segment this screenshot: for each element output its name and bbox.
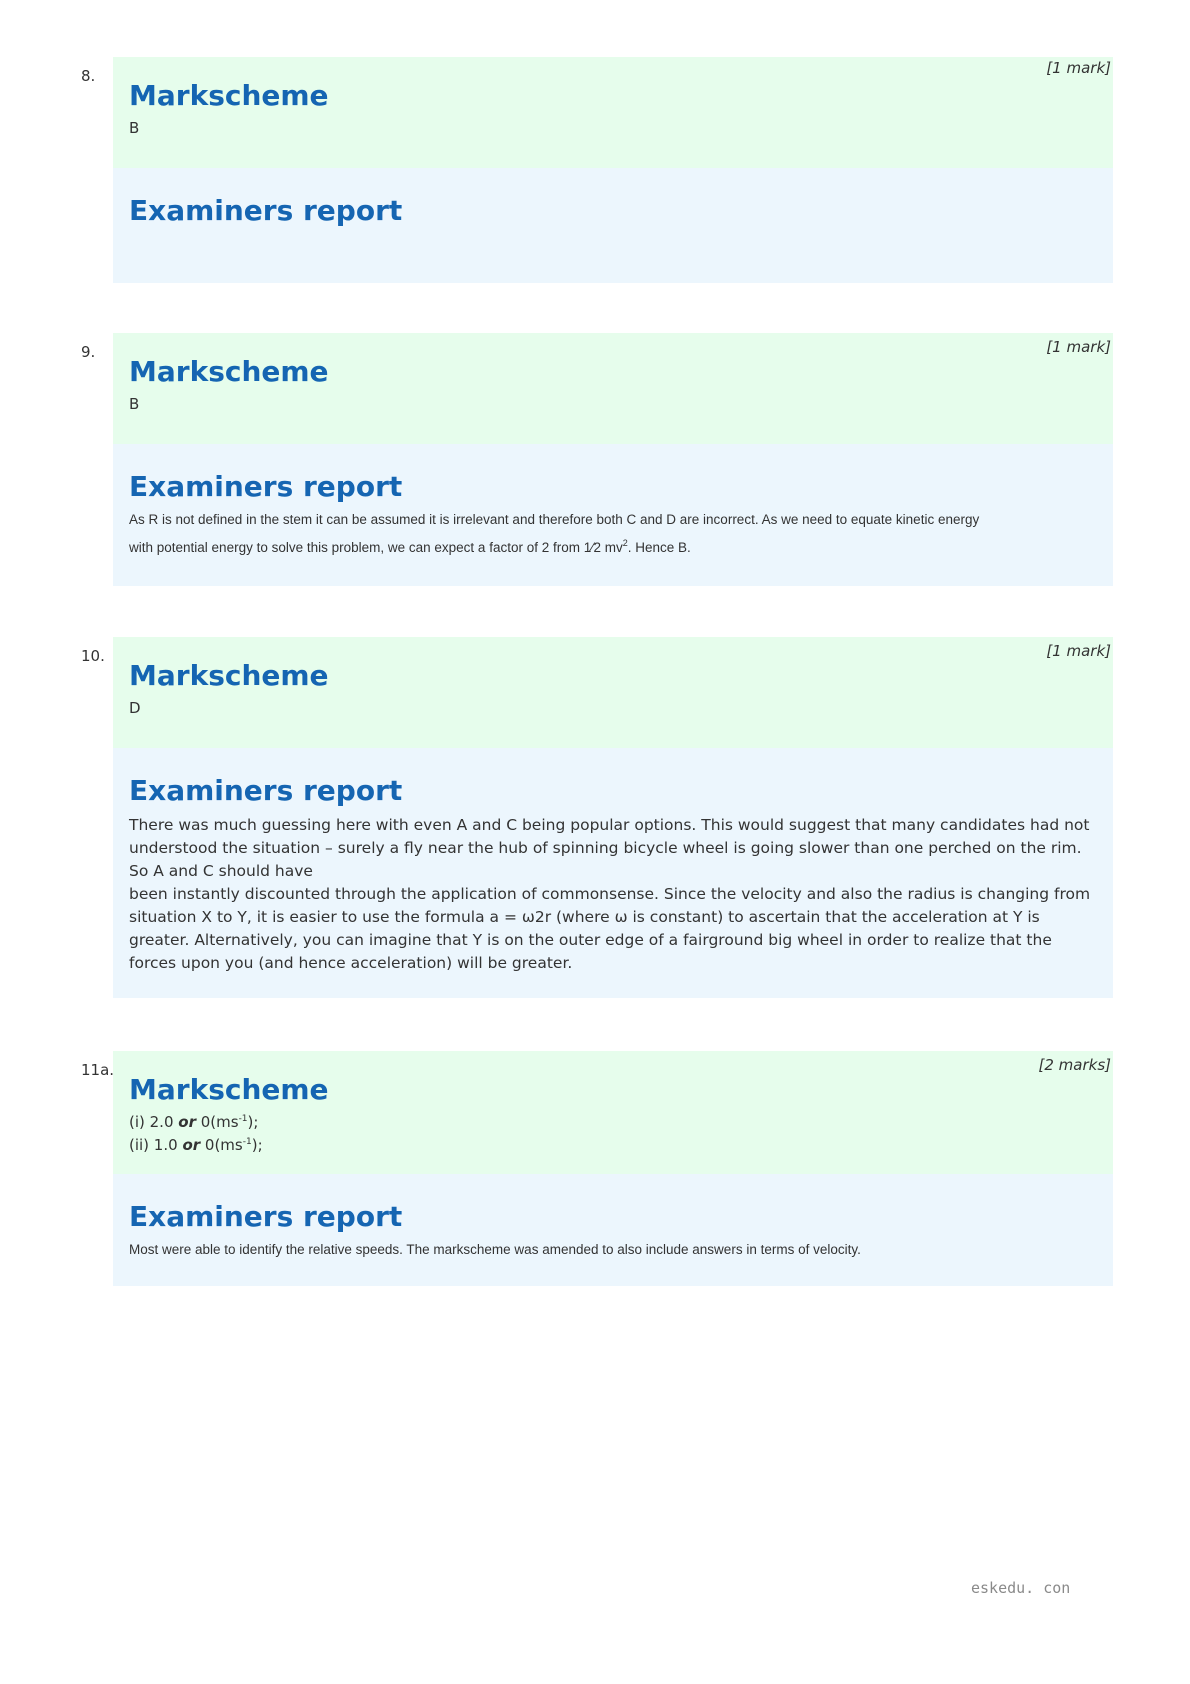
examiners-report-panel: [113, 1174, 1113, 1286]
examiners-report-heading: Examiners report: [129, 194, 403, 227]
question-11a: [0, 1051, 1190, 1286]
markscheme-panel: [113, 637, 1113, 748]
answer-text: (i) 2.0: [129, 1113, 179, 1131]
markscheme-heading: Markscheme: [129, 659, 329, 692]
report-text: . Hence B.: [627, 540, 691, 555]
answer-line: [129, 1134, 1097, 1157]
markscheme-heading: Markscheme: [129, 79, 329, 112]
superscript: -1: [238, 1114, 248, 1124]
markscheme-answer: B: [129, 395, 140, 413]
marks-label: [1 mark]: [1046, 338, 1111, 356]
examiners-report-heading: Examiners report: [129, 1200, 403, 1233]
report-text: with potential energy to solve this problem, we can expect a factor of 2 from 1⁄2 mv: [129, 540, 623, 555]
question-8: [0, 57, 1190, 283]
markscheme-panel: [113, 1051, 1113, 1174]
question-9: [0, 333, 1190, 586]
question-number: 8.: [81, 67, 96, 85]
examiners-report-panel: [113, 748, 1113, 998]
examiners-report-panel: [113, 168, 1113, 283]
answer-text: (ii) 1.0: [129, 1136, 183, 1154]
examiners-report-heading: Examiners report: [129, 470, 403, 503]
answer-text: 0(ms: [200, 1136, 243, 1154]
marks-label: [1 mark]: [1046, 59, 1111, 77]
markscheme-panel: [113, 57, 1113, 168]
examiners-report-heading: Examiners report: [129, 774, 403, 807]
question-number: 11a.: [81, 1061, 115, 1079]
examiners-report-panel: [113, 444, 1113, 586]
markscheme-answer: B: [129, 119, 140, 137]
markscheme-answer: D: [129, 699, 141, 717]
question-number: 10.: [81, 647, 105, 665]
question-number: 9.: [81, 343, 96, 361]
answer-or: or: [182, 1136, 201, 1154]
footer-url: eskedu. con: [971, 1579, 1071, 1597]
markscheme-heading: Markscheme: [129, 355, 329, 388]
markscheme-heading: Markscheme: [129, 1073, 329, 1106]
answer-text: );: [251, 1136, 263, 1154]
examiners-report-text: [129, 506, 1097, 562]
answer-or: or: [178, 1113, 196, 1131]
answer-line: [129, 1111, 1097, 1134]
superscript: 2: [622, 538, 628, 548]
markscheme-panel: [113, 333, 1113, 444]
markscheme-answer: [129, 1111, 1097, 1157]
report-line: [129, 534, 1097, 562]
report-paragraph: There was much guessing here with even A and C being popular options. This would suggest that many candidates had not understood the situation – surely a fly near the hub of spinning bicycle wheel is going slower than one perched on the rim. So A and C should have: [129, 816, 1090, 880]
examiners-report-text: [129, 814, 1097, 975]
marks-label: [1 mark]: [1046, 642, 1111, 660]
answer-text: 0(ms: [195, 1113, 239, 1131]
examiners-report-text: Most were able to identify the relative speeds. The markscheme was amended to also include answers in terms of velocity.: [129, 1242, 861, 1257]
report-line: As R is not defined in the stem it can be assumed it is irrelevant and therefore both C and D are incorrect. As we need to equate kinetic energy: [129, 512, 980, 527]
answer-text: );: [247, 1113, 259, 1131]
superscript: -1: [242, 1137, 252, 1147]
marks-label: [2 marks]: [1038, 1056, 1111, 1074]
question-10: [0, 637, 1190, 998]
report-paragraph: been instantly discounted through the application of commonsense. Since the velocity and also the radius is changing from situation X to Y, it is easier to use the formula a = ω2r (where ω is constant) to ascertain that the acceleration at Y is greater. Alternatively, you can imagine that Y is on the outer edge of a fairground big wheel in order to realize that the forces upon you (and hence acceleration) will be greater.: [129, 885, 1091, 972]
